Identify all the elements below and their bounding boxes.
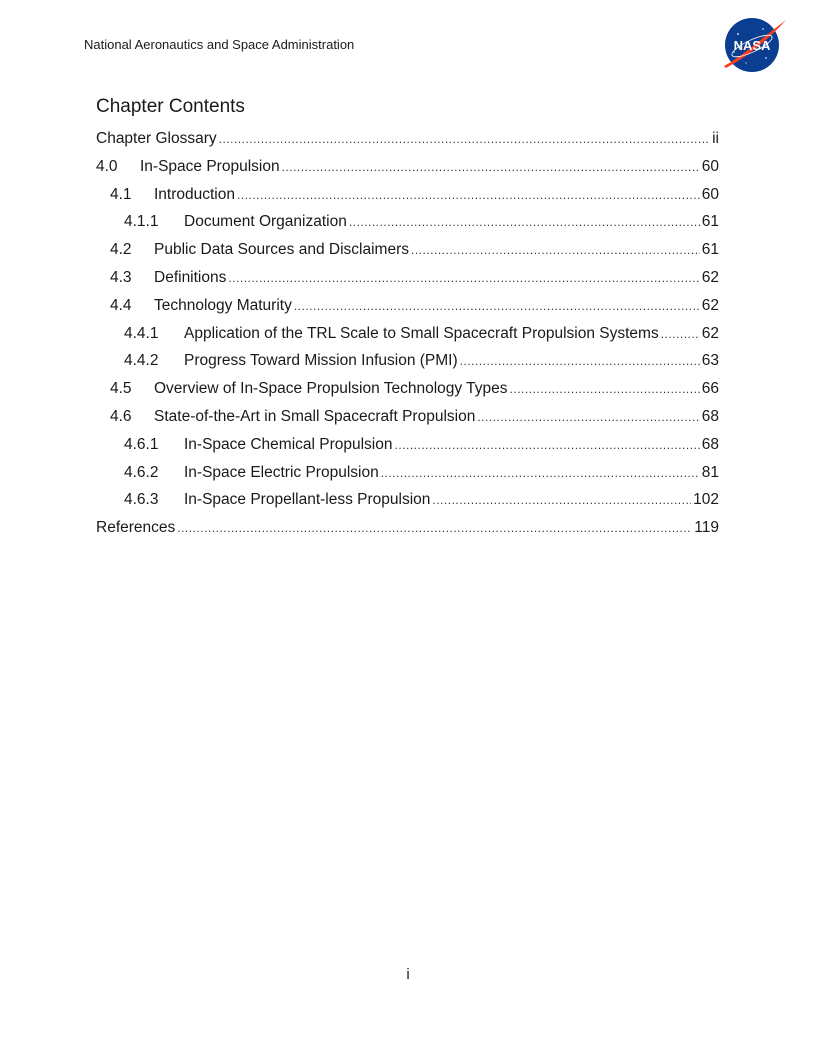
toc-entry-leader-dots <box>177 514 692 542</box>
toc-entry-title: State-of-the-Art in Small Spacecraft Propulsion <box>154 408 476 425</box>
toc-entry[interactable] <box>124 320 719 348</box>
toc-entry-title: Overview of In-Space Propulsion Technology Types <box>154 380 508 398</box>
toc-entry-number: 4.4.1 <box>124 324 159 342</box>
toc-entry-page: 102 <box>693 491 719 509</box>
toc-entry-number: 4.0 <box>96 157 118 175</box>
toc-entry-leader-dots <box>395 431 700 459</box>
toc-entry-number: 4.6.3 <box>124 491 159 509</box>
toc-entry-page: 60 <box>701 157 719 175</box>
toc-entry-title: Technology Maturity <box>154 296 292 314</box>
toc-entry-leader-dots <box>282 153 700 181</box>
toc-entry-page: 62 <box>701 269 719 286</box>
toc-entry-number: 4.2 <box>110 241 132 259</box>
toc-entry-leader-dots <box>411 236 700 264</box>
toc-entry-number: 4.3 <box>110 269 132 286</box>
toc-entry-leader-dots <box>228 264 699 292</box>
toc-entry[interactable] <box>110 375 719 403</box>
toc-entry-page: 60 <box>701 185 719 203</box>
toc-entry[interactable] <box>124 459 719 487</box>
toc-entry-title: Application of the TRL Scale to Small Spacecraft Propulsion Systems <box>184 324 659 342</box>
toc-entry-page: 63 <box>701 352 719 370</box>
toc-entry-number: 4.1.1 <box>124 213 159 231</box>
toc-entry-page: 62 <box>701 324 719 342</box>
toc-entry-page: 61 <box>701 241 719 259</box>
toc-entry-leader-dots <box>237 181 700 209</box>
toc-entry-title: Progress Toward Mission Infusion (PMI) <box>184 352 458 370</box>
toc-entry-title: Introduction <box>154 185 235 203</box>
toc-entry-leader-dots <box>510 375 700 403</box>
toc-entry[interactable] <box>110 403 719 431</box>
toc-entry[interactable] <box>124 347 719 375</box>
toc-entry-title: Chapter Glossary <box>96 130 217 147</box>
toc-entry-number: 4.5 <box>110 380 132 398</box>
toc-entry-title: Public Data Sources and Disclaimers <box>154 241 409 259</box>
toc-entry-page: 61 <box>701 213 719 231</box>
nasa-logo-text: NASA <box>733 38 771 53</box>
toc-entry[interactable] <box>96 125 719 153</box>
toc-entry-title: In-Space Propellant-less Propulsion <box>184 491 431 509</box>
toc-entry-number: 4.4 <box>110 296 132 314</box>
toc-entry-number: 4.4.2 <box>124 352 159 370</box>
toc-entry[interactable] <box>124 208 719 236</box>
toc-entry-leader-dots <box>294 292 700 320</box>
toc-entry-page: 62 <box>701 296 719 314</box>
toc-heading: Chapter Contents <box>96 96 245 117</box>
toc-entry[interactable] <box>124 486 719 514</box>
toc-entry-number: 4.1 <box>110 185 132 203</box>
toc-entry[interactable] <box>124 431 719 459</box>
toc-entry-page: ii <box>712 130 719 147</box>
toc-entry[interactable] <box>110 264 719 292</box>
toc-entry-page: 68 <box>701 408 719 425</box>
toc-entry-title: References <box>96 519 176 537</box>
toc-entry-number: 4.6.1 <box>124 435 159 453</box>
toc-entry-leader-dots <box>432 486 691 514</box>
toc-entry-page: 81 <box>701 463 719 481</box>
toc-entry[interactable] <box>96 514 719 542</box>
toc-entry-title: In-Space Electric Propulsion <box>184 463 379 481</box>
toc-entry-leader-dots <box>477 403 699 431</box>
toc-entry-leader-dots <box>381 459 700 487</box>
toc-entry-page: 66 <box>701 380 719 398</box>
toc-entry-leader-dots <box>460 347 700 375</box>
toc-entry-number: 4.6 <box>110 408 132 425</box>
toc-entry[interactable] <box>110 181 719 209</box>
toc-entry-title: In-Space Propulsion <box>140 157 280 175</box>
toc-entry-title: Document Organization <box>184 213 347 231</box>
toc-entry-title: In-Space Chemical Propulsion <box>184 435 393 453</box>
toc-entry-title: Definitions <box>154 269 227 286</box>
toc-entry-page: 68 <box>701 435 719 453</box>
toc-entry[interactable] <box>110 292 719 320</box>
toc-entry-leader-dots <box>349 208 700 236</box>
nasa-logo <box>718 14 790 76</box>
toc-entry[interactable] <box>110 236 719 264</box>
page-number: i <box>406 966 410 983</box>
toc-entry-leader-dots <box>219 125 711 153</box>
toc-entry[interactable] <box>96 153 719 181</box>
header-organization: National Aeronautics and Space Administration <box>84 37 355 52</box>
toc-entry-number: 4.6.2 <box>124 463 159 481</box>
toc-entry-leader-dots <box>661 320 700 348</box>
toc-entry-page: 119 <box>694 519 719 537</box>
